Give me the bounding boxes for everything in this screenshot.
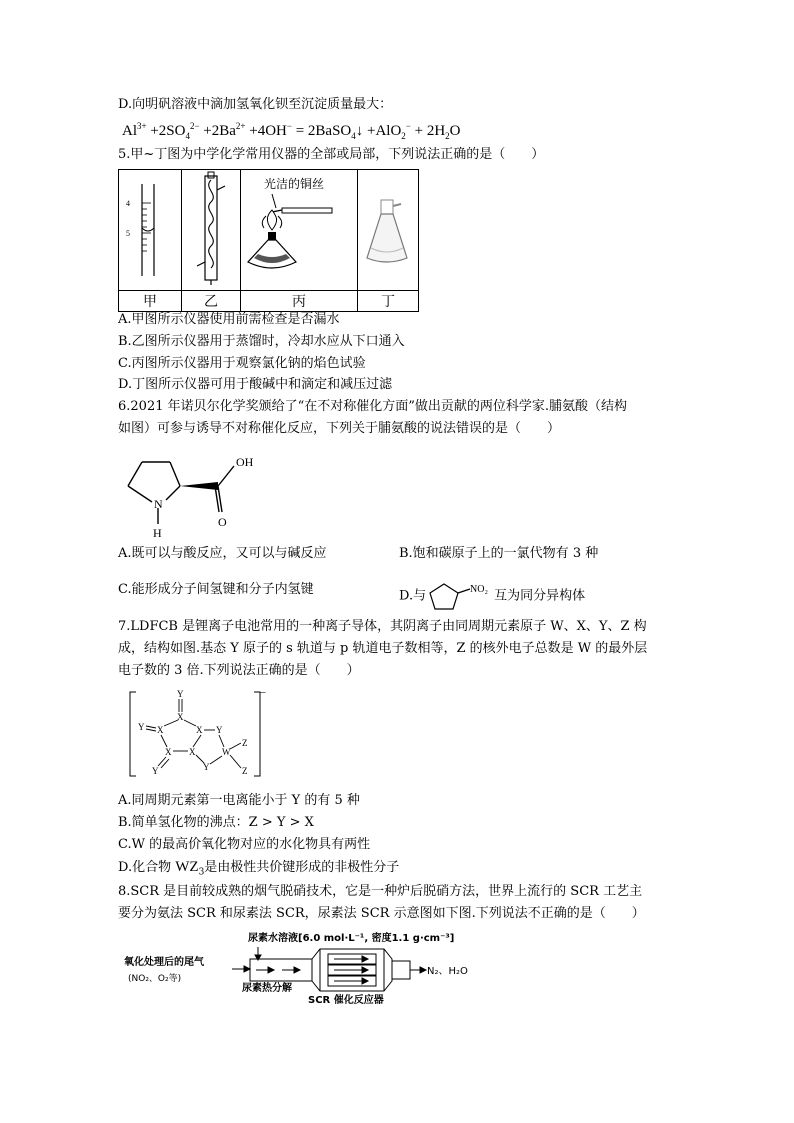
q4-option-d: D.向明矾溶液中滴加氢氧化钡至沉淀质量最大： bbox=[118, 97, 393, 112]
q7-stem-line3: 电子数的 3 倍.下列说法正确的是（ ） bbox=[118, 663, 360, 678]
svg-text:N: N bbox=[154, 497, 163, 511]
condenser-image bbox=[182, 170, 241, 291]
q7-option-a: A.同周期元素第一电离能小于 Y 的有 5 种 bbox=[118, 793, 360, 808]
label-yi: 乙 bbox=[182, 291, 241, 312]
svg-text:Y: Y bbox=[203, 762, 210, 772]
svg-text:5: 5 bbox=[126, 229, 130, 238]
q5-option-b: B.乙图所示仪器用于蒸馏时，冷却水应从下口通入 bbox=[118, 334, 405, 349]
label-jia: 甲 bbox=[119, 291, 182, 312]
svg-text:Z: Z bbox=[242, 738, 248, 748]
svg-text:尿素水溶液[6.0 mol·L⁻¹, 密度1.1 g·cm⁻: 尿素水溶液[6.0 mol·L⁻¹, 密度1.1 g·cm⁻³] bbox=[248, 933, 455, 944]
q5-option-a: A.甲图所示仪器使用前需检查是否漏水 bbox=[118, 312, 340, 327]
q7-stem-line1: 7.LDFCB 是锂离子电池常用的一种离子导体，其阴离子由同周期元素原子 W、X、Y、Z 构 bbox=[118, 619, 647, 634]
q6-option-c: C.能形成分子间氢键和分子内氢键 bbox=[118, 582, 314, 597]
svg-text:Y: Y bbox=[216, 725, 223, 735]
nitrocyclopentane-structure bbox=[426, 581, 494, 611]
svg-text:(NO₂、O₂等): (NO₂、O₂等) bbox=[128, 974, 182, 984]
svg-text:X: X bbox=[165, 747, 172, 757]
svg-text:NO₂: NO₂ bbox=[470, 584, 489, 595]
q5-stem: 5.甲~丁图为中学化学常用仪器的全部或局部，下列说法正确的是（ ） bbox=[118, 147, 545, 162]
svg-text:O: O bbox=[218, 515, 227, 529]
q5-instrument-table bbox=[118, 169, 419, 312]
proline-structure bbox=[122, 446, 272, 546]
svg-text:4: 4 bbox=[126, 199, 130, 208]
anion-structure bbox=[126, 688, 276, 780]
svg-text:氧化处理后的尾气: 氧化处理后的尾气 bbox=[124, 957, 204, 968]
suction-flask-image bbox=[358, 170, 419, 291]
svg-text:Z: Z bbox=[242, 766, 248, 776]
svg-text:W: W bbox=[222, 747, 231, 757]
flame-test-image bbox=[241, 170, 358, 291]
svg-text:X: X bbox=[157, 725, 164, 735]
q5-option-d: D.丁图所示仪器可用于酸碱中和滴定和减压过滤 bbox=[118, 377, 393, 392]
svg-text:Y: Y bbox=[152, 766, 159, 776]
q6-option-b: B.饱和碳原子上的一氯代物有 3 种 bbox=[399, 546, 599, 561]
svg-text:X: X bbox=[189, 747, 196, 757]
svg-text:OH: OH bbox=[236, 455, 254, 469]
q6-option-a: A.既可以与酸反应，又可以与碱反应 bbox=[118, 546, 327, 561]
svg-text:Y: Y bbox=[177, 689, 184, 699]
q7-stem-line2: 成，结构如图.基态 Y 原子的 s 轨道与 p 轨道电子数相等，Z 的核外电子总数是 W 的最外层 bbox=[118, 641, 648, 656]
q7-option-d: D.化合物 $WZ_3$是由极性共价键形成的非极性分子 bbox=[118, 859, 400, 878]
svg-text:光洁的铜丝: 光洁的铜丝 bbox=[264, 177, 325, 191]
burette-image bbox=[119, 170, 182, 291]
svg-text:SCR 催化反应器: SCR 催化反应器 bbox=[308, 995, 384, 1005]
svg-text:Y: Y bbox=[138, 722, 145, 732]
svg-text:X: X bbox=[177, 712, 184, 722]
label-bing: 丙 bbox=[241, 291, 358, 312]
svg-text:X: X bbox=[196, 725, 203, 735]
q6-stem-line1: 6.2021 年诺贝尔化学奖颁给了“在不对称催化方面”做出贡献的两位科学家.脯氨酸（结构 bbox=[118, 399, 628, 414]
svg-text:尿素热分解: 尿素热分解 bbox=[242, 983, 292, 994]
q7-option-c: C.W 的最高价氧化物对应的水化物具有两性 bbox=[118, 837, 371, 852]
q8-stem-line2: 要分为氨法 SCR 和尿素法 SCR，尿素法 SCR 示意图如下图.下列说法不正确的是（ ） bbox=[118, 906, 645, 921]
q4-option-d-equation: $Al^{3+} +2SO_4^{2-} +2Ba^{2+} +4OH^-$ = 2BaSO$_4$↓ $+AlO_2^- + 2H_2O$ bbox=[122, 121, 461, 141]
scr-diagram bbox=[124, 929, 484, 1005]
q5-option-c: C.丙图所示仪器用于观察氯化钠的焰色试验 bbox=[118, 356, 366, 371]
q8-stem-line1: 8.SCR 是目前较成熟的烟气脱硝技术，它是一种炉后脱硝方法，世界上流行的 SCR 工艺主 bbox=[118, 884, 643, 899]
svg-text:−: − bbox=[260, 688, 267, 699]
svg-text:H: H bbox=[153, 526, 162, 540]
label-ding: 丁 bbox=[358, 291, 419, 312]
q7-option-b: B.简单氢化物的沸点：Z > Y > X bbox=[118, 815, 314, 830]
q6-option-d: D.与 NO₂ 互为同分异构体 bbox=[399, 581, 585, 611]
svg-text:N₂、H₂O: N₂、H₂O bbox=[427, 966, 468, 977]
q6-stem-line2: 如图）可参与诱导不对称催化反应，下列关于脯氨酸的说法错误的是（ ） bbox=[118, 421, 561, 436]
